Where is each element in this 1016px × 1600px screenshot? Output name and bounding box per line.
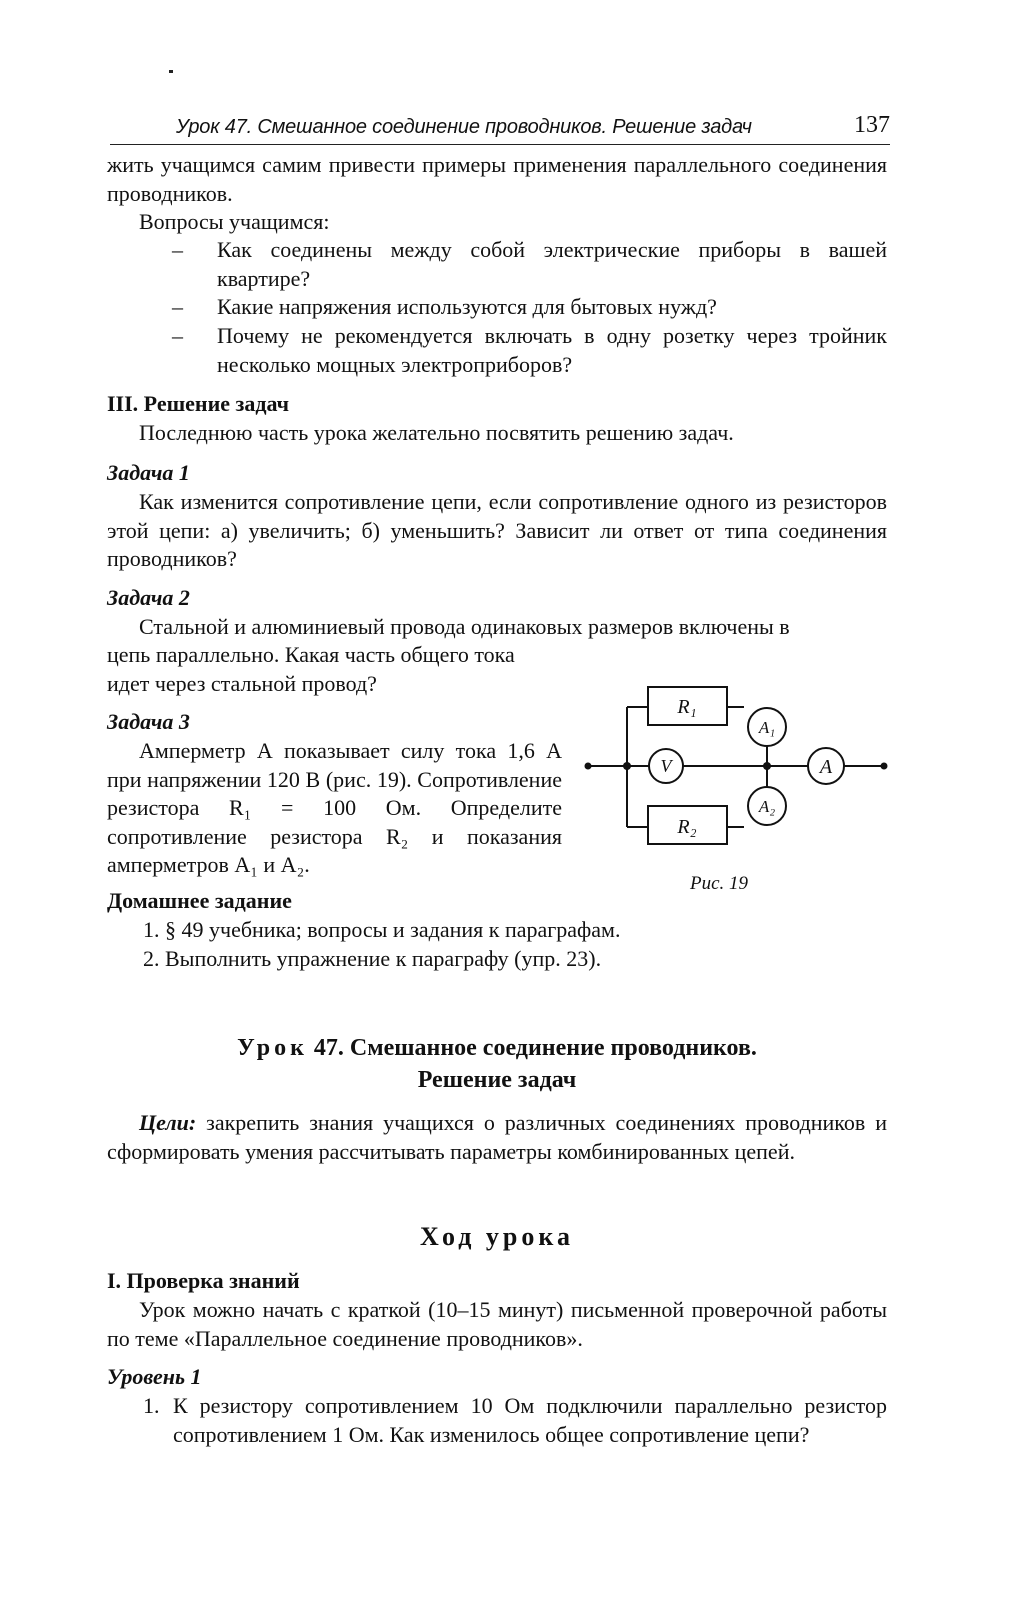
bullet-dash: – [172, 237, 183, 262]
bullet-dash: – [172, 294, 183, 319]
level-title: Уровень 1 [107, 1364, 202, 1389]
label-v: V [660, 756, 672, 776]
header-title: Урок 47. Смешанное соединение проводников. Решение задач [176, 116, 752, 138]
course-heading: Ход урока [420, 1222, 574, 1251]
task-text: Как изменится сопротивление цепи, если сопротивление одного из резисторов этой цепи: а) увеличить; б) уменьшить? Зависит ли ответ от типа соединения проводников? [107, 489, 887, 571]
lesson-title-prefix: Урок [237, 1035, 308, 1061]
goals-paragraph [107, 1109, 887, 1166]
goals-label: Цели: [139, 1110, 197, 1135]
section-heading: III. Решение задач [107, 391, 290, 416]
task-text-line: цепь параллельно. Какая часть общего тока [107, 642, 515, 667]
junction-node [623, 762, 631, 770]
section-heading: I. Проверка знаний [107, 1268, 300, 1293]
label-a1: A₁ [758, 718, 776, 737]
lesson-title-rest: 47. Смешанное соединение проводников. [313, 1035, 757, 1061]
lesson-title [107, 1032, 887, 1064]
label-r2: R₂ [677, 816, 697, 838]
junction-node [763, 762, 771, 770]
question-text: Какие напряжения используются для бытовых нужд? [217, 294, 717, 319]
homework-item: 1. § 49 учебника; вопросы и задания к параграфам. [143, 917, 621, 942]
questions-label: Вопросы учащимся: [139, 209, 330, 234]
lesson-title-line2: Решение задач [417, 1067, 577, 1093]
label-a2: A₂ [758, 797, 776, 816]
item-text: К резистору сопротивлением 10 Ом подключили параллельно резистор сопротивлением 1 Ом. Как изменилось общее сопротивление цепи? [173, 1393, 887, 1447]
goals-text: закрепить знания учащихся о различных соединениях проводников и сформировать умения рассчитывать параметры комбинированных цепей. [107, 1110, 887, 1164]
question-text: Почему не рекомендуется включать в одну розетку через тройник несколько мощных электроприборов? [217, 323, 887, 377]
task-title: Задача 3 [107, 709, 190, 734]
question-text: Как соединены между собой электрические приборы в вашей квартире? [217, 237, 887, 291]
task-text-line: идет через стальной провод? [107, 671, 377, 696]
page-number: 137 [854, 112, 890, 138]
figure-caption: Рис. 19 [690, 873, 749, 894]
terminal [881, 763, 888, 770]
label-r1: R₁ [677, 696, 697, 718]
task-title: Задача 2 [107, 585, 190, 610]
task-text: Амперметр А показывает силу тока 1,6 А при напряжении 120 В (рис. 19). Сопротивление резистора R₁ = 100 Ом. Определите сопротивление резистора R₂ и показания амперметров A₁ и A₂. [107, 738, 562, 877]
task-title: Задача 1 [107, 460, 190, 485]
homework-heading: Домашнее задание [107, 888, 292, 913]
item-number: 1. [143, 1393, 160, 1418]
terminal [585, 763, 592, 770]
section-text: Урок можно начать с краткой (10–15 минут) письменной проверочной работы по теме «Параллельное соединение проводников». [107, 1297, 887, 1351]
bullet-dash: – [172, 323, 183, 348]
section-text: Последнюю часть урока желательно посвятить решению задач. [139, 420, 734, 445]
continuation-paragraph: жить учащимся самим привести примеры применения параллельного соединения проводников. [107, 152, 887, 206]
homework-item: 2. Выполнить упражнение к параграфу (упр. 23). [143, 946, 602, 971]
task-text-line: Стальной и алюминиевый провода одинаковых размеров включены в [139, 614, 790, 639]
label-a: A [819, 756, 833, 778]
